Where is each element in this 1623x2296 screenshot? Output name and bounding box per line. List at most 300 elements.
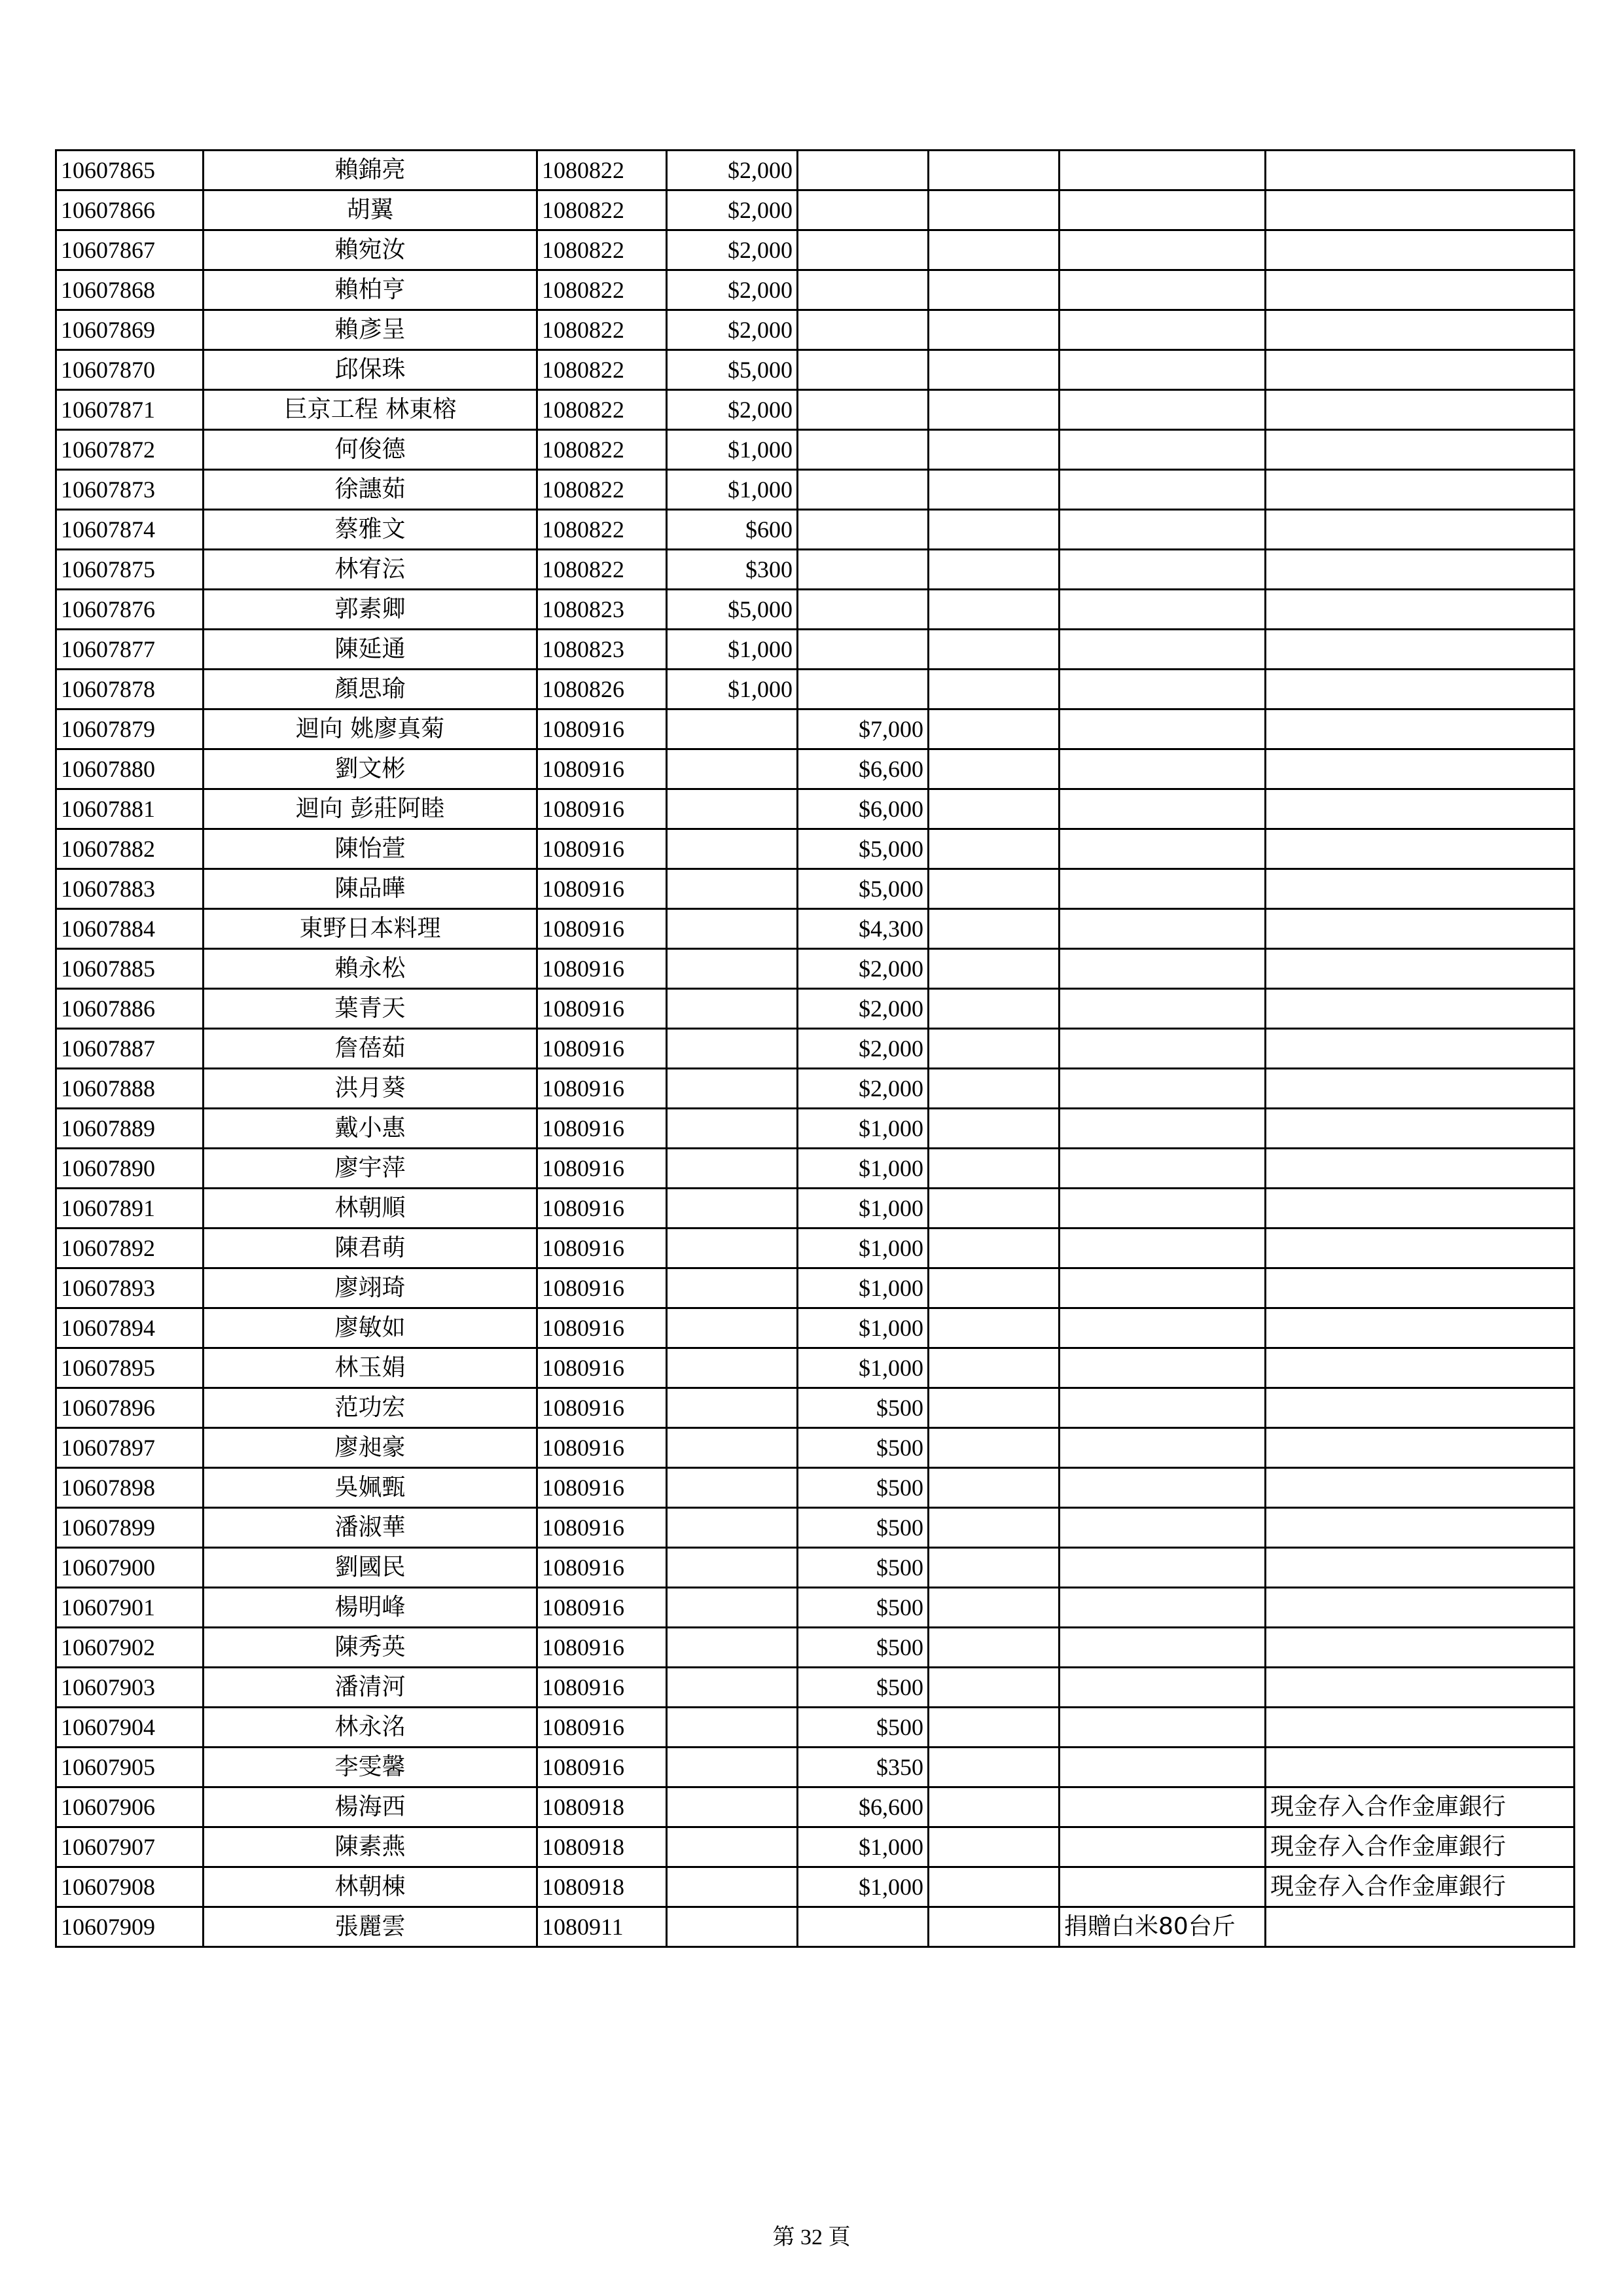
in-kind-item-cell	[1060, 1388, 1266, 1428]
receipt-number-cell: 10607904	[56, 1708, 204, 1748]
amount-cell: $500	[798, 1708, 929, 1748]
date-cell: 1080822	[537, 550, 667, 590]
donor-name-cell: 林宥沄	[204, 550, 537, 590]
amount-cell: $6,600	[798, 749, 929, 789]
in-kind-item-cell	[1060, 510, 1266, 550]
in-kind-item-cell	[1060, 1268, 1266, 1308]
empty-cell	[929, 1189, 1060, 1229]
remark-cell	[1266, 310, 1575, 350]
remark-cell	[1266, 1668, 1575, 1708]
empty-cell	[929, 1867, 1060, 1907]
receipt-number-cell: 10607900	[56, 1548, 204, 1588]
in-kind-item-cell	[1060, 590, 1266, 630]
donor-name-cell: 張麗雲	[204, 1907, 537, 1947]
empty-cell	[929, 1229, 1060, 1268]
empty-cell	[929, 869, 1060, 909]
remark-cell	[1266, 869, 1575, 909]
table-row	[56, 1787, 1575, 1827]
table-row	[56, 1229, 1575, 1268]
in-kind-item-cell	[1060, 630, 1266, 670]
receipt-number-cell: 10607876	[56, 590, 204, 630]
donor-name-cell: 李雯馨	[204, 1748, 537, 1787]
in-kind-item-cell	[1060, 270, 1266, 310]
amount-cell: $500	[798, 1428, 929, 1468]
date-cell: 1080916	[537, 1149, 667, 1189]
ledger-body	[56, 151, 1575, 1947]
remark-cell	[1266, 749, 1575, 789]
amount-cell: $5,000	[667, 350, 798, 390]
amount-cell	[667, 1907, 798, 1947]
date-cell: 1080916	[537, 1628, 667, 1668]
table-row	[56, 1348, 1575, 1388]
donor-name-cell: 巨京工程 林東榕	[204, 390, 537, 430]
empty-cell	[929, 470, 1060, 510]
amount-cell: $2,000	[667, 230, 798, 270]
receipt-number-cell: 10607895	[56, 1348, 204, 1388]
amount-cell: $1,000	[667, 430, 798, 470]
in-kind-item-cell	[1060, 1468, 1266, 1508]
receipt-number-cell: 10607890	[56, 1149, 204, 1189]
in-kind-item-cell	[1060, 829, 1266, 869]
donor-name-cell: 詹蓓茹	[204, 1029, 537, 1069]
table-row	[56, 350, 1575, 390]
donor-name-cell: 戴小惠	[204, 1109, 537, 1149]
amount-cell	[798, 510, 929, 550]
donor-name-cell: 郭素卿	[204, 590, 537, 630]
amount-cell: $500	[798, 1628, 929, 1668]
table-row	[56, 1588, 1575, 1628]
donor-name-cell: 廖宇萍	[204, 1149, 537, 1189]
date-cell: 1080826	[537, 670, 667, 709]
donor-name-cell: 洪月葵	[204, 1069, 537, 1109]
donor-name-cell: 廖敏如	[204, 1308, 537, 1348]
empty-cell	[929, 1029, 1060, 1069]
date-cell: 1080916	[537, 709, 667, 749]
table-row	[56, 470, 1575, 510]
amount-cell	[667, 1588, 798, 1628]
date-cell: 1080916	[537, 1109, 667, 1149]
empty-cell	[929, 829, 1060, 869]
receipt-number-cell: 10607874	[56, 510, 204, 550]
empty-cell	[929, 590, 1060, 630]
amount-cell	[667, 1508, 798, 1548]
receipt-number-cell: 10607909	[56, 1907, 204, 1947]
in-kind-item-cell	[1060, 151, 1266, 190]
date-cell: 1080916	[537, 829, 667, 869]
amount-cell: $2,000	[667, 151, 798, 190]
receipt-number-cell: 10607872	[56, 430, 204, 470]
receipt-number-cell: 10607894	[56, 1308, 204, 1348]
remark-cell	[1266, 470, 1575, 510]
in-kind-item-cell	[1060, 1748, 1266, 1787]
in-kind-item-cell	[1060, 709, 1266, 749]
date-cell: 1080822	[537, 430, 667, 470]
donor-name-cell: 潘清河	[204, 1668, 537, 1708]
donor-name-cell: 陳品曄	[204, 869, 537, 909]
table-row	[56, 1907, 1575, 1947]
remark-cell: 現金存入合作金庫銀行	[1266, 1827, 1575, 1867]
donor-name-cell: 陳君萌	[204, 1229, 537, 1268]
amount-cell: $2,000	[798, 1069, 929, 1109]
table-row	[56, 230, 1575, 270]
receipt-number-cell: 10607866	[56, 190, 204, 230]
receipt-number-cell: 10607867	[56, 230, 204, 270]
donor-name-cell: 賴柏亨	[204, 270, 537, 310]
in-kind-item-cell	[1060, 1588, 1266, 1628]
table-row	[56, 1668, 1575, 1708]
empty-cell	[929, 1787, 1060, 1827]
remark-cell	[1266, 1748, 1575, 1787]
amount-cell	[667, 1827, 798, 1867]
donor-name-cell: 劉國民	[204, 1548, 537, 1588]
in-kind-item-cell	[1060, 1308, 1266, 1348]
empty-cell	[929, 1149, 1060, 1189]
amount-cell: $5,000	[798, 869, 929, 909]
empty-cell	[929, 1708, 1060, 1748]
receipt-number-cell: 10607881	[56, 789, 204, 829]
empty-cell	[929, 670, 1060, 709]
receipt-number-cell: 10607885	[56, 949, 204, 989]
amount-cell: $350	[798, 1748, 929, 1787]
amount-cell	[667, 1029, 798, 1069]
donor-name-cell: 徐譓茹	[204, 470, 537, 510]
amount-cell: $6,000	[798, 789, 929, 829]
empty-cell	[929, 390, 1060, 430]
amount-cell: $2,000	[667, 390, 798, 430]
amount-cell	[798, 390, 929, 430]
remark-cell	[1266, 590, 1575, 630]
amount-cell: $1,000	[667, 470, 798, 510]
in-kind-item-cell	[1060, 1109, 1266, 1149]
date-cell: 1080916	[537, 1029, 667, 1069]
date-cell: 1080916	[537, 1069, 667, 1109]
amount-cell	[798, 190, 929, 230]
receipt-number-cell: 10607880	[56, 749, 204, 789]
amount-cell	[798, 550, 929, 590]
table-row	[56, 430, 1575, 470]
in-kind-item-cell	[1060, 550, 1266, 590]
amount-cell	[667, 789, 798, 829]
in-kind-item-cell	[1060, 1189, 1266, 1229]
date-cell: 1080916	[537, 1708, 667, 1748]
in-kind-item-cell	[1060, 1708, 1266, 1748]
date-cell: 1080916	[537, 1229, 667, 1268]
amount-cell	[798, 230, 929, 270]
table-row	[56, 630, 1575, 670]
amount-cell: $500	[798, 1468, 929, 1508]
amount-cell: $500	[798, 1668, 929, 1708]
empty-cell	[929, 1548, 1060, 1588]
date-cell: 1080916	[537, 1348, 667, 1388]
table-row	[56, 190, 1575, 230]
date-cell: 1080822	[537, 151, 667, 190]
empty-cell	[929, 909, 1060, 949]
in-kind-item-cell	[1060, 1668, 1266, 1708]
remark-cell	[1266, 1189, 1575, 1229]
table-row	[56, 1708, 1575, 1748]
receipt-number-cell: 10607865	[56, 151, 204, 190]
amount-cell	[798, 1907, 929, 1947]
empty-cell	[929, 1268, 1060, 1308]
remark-cell: 現金存入合作金庫銀行	[1266, 1867, 1575, 1907]
empty-cell	[929, 1508, 1060, 1548]
remark-cell	[1266, 550, 1575, 590]
empty-cell	[929, 1348, 1060, 1388]
donor-name-cell: 迴向 姚廖真菊	[204, 709, 537, 749]
table-row	[56, 1508, 1575, 1548]
remark-cell	[1266, 909, 1575, 949]
donor-name-cell: 陳怡萱	[204, 829, 537, 869]
table-row	[56, 390, 1575, 430]
donor-name-cell: 林玉娟	[204, 1348, 537, 1388]
in-kind-item-cell	[1060, 310, 1266, 350]
donor-name-cell: 陳素燕	[204, 1827, 537, 1867]
receipt-number-cell: 10607908	[56, 1867, 204, 1907]
table-row	[56, 749, 1575, 789]
amount-cell: $2,000	[798, 989, 929, 1029]
amount-cell	[667, 1069, 798, 1109]
date-cell: 1080916	[537, 1428, 667, 1468]
amount-cell: $1,000	[798, 1229, 929, 1268]
amount-cell: $6,600	[798, 1787, 929, 1827]
date-cell: 1080918	[537, 1827, 667, 1867]
in-kind-item-cell: 捐贈白米80台斤	[1060, 1907, 1266, 1947]
table-row	[56, 909, 1575, 949]
date-cell: 1080918	[537, 1787, 667, 1827]
date-cell: 1080822	[537, 350, 667, 390]
amount-cell	[667, 989, 798, 1029]
receipt-number-cell: 10607882	[56, 829, 204, 869]
donor-name-cell: 東野日本料理	[204, 909, 537, 949]
donor-name-cell: 吳姵甄	[204, 1468, 537, 1508]
amount-cell: $1,000	[798, 1348, 929, 1388]
empty-cell	[929, 1907, 1060, 1947]
table-row	[56, 1827, 1575, 1867]
amount-cell	[798, 670, 929, 709]
in-kind-item-cell	[1060, 670, 1266, 709]
amount-cell	[667, 869, 798, 909]
date-cell: 1080822	[537, 230, 667, 270]
amount-cell	[798, 310, 929, 350]
amount-cell	[667, 909, 798, 949]
table-row	[56, 1388, 1575, 1428]
date-cell: 1080916	[537, 749, 667, 789]
amount-cell	[798, 630, 929, 670]
donor-name-cell: 賴彥呈	[204, 310, 537, 350]
in-kind-item-cell	[1060, 430, 1266, 470]
donor-name-cell: 劉文彬	[204, 749, 537, 789]
in-kind-item-cell	[1060, 470, 1266, 510]
date-cell: 1080822	[537, 390, 667, 430]
amount-cell	[798, 590, 929, 630]
date-cell: 1080822	[537, 470, 667, 510]
table-row	[56, 1628, 1575, 1668]
table-row	[56, 151, 1575, 190]
empty-cell	[929, 1428, 1060, 1468]
amount-cell	[667, 1708, 798, 1748]
donor-name-cell: 邱保珠	[204, 350, 537, 390]
date-cell: 1080916	[537, 949, 667, 989]
date-cell: 1080918	[537, 1867, 667, 1907]
empty-cell	[929, 709, 1060, 749]
empty-cell	[929, 1748, 1060, 1787]
page-number: 第 32 頁	[772, 2225, 851, 2250]
empty-cell	[929, 230, 1060, 270]
amount-cell: $2,000	[798, 949, 929, 989]
remark-cell	[1266, 989, 1575, 1029]
receipt-number-cell: 10607877	[56, 630, 204, 670]
amount-cell: $7,000	[798, 709, 929, 749]
table-row	[56, 1468, 1575, 1508]
donor-name-cell: 楊海西	[204, 1787, 537, 1827]
remark-cell	[1266, 270, 1575, 310]
in-kind-item-cell	[1060, 749, 1266, 789]
table-row	[56, 1428, 1575, 1468]
amount-cell: $1,000	[798, 1189, 929, 1229]
table-row	[56, 1748, 1575, 1787]
amount-cell: $1,000	[667, 670, 798, 709]
receipt-number-cell: 10607883	[56, 869, 204, 909]
donor-name-cell: 廖翊琦	[204, 1268, 537, 1308]
remark-cell	[1266, 1468, 1575, 1508]
table-row	[56, 1268, 1575, 1308]
table-row	[56, 550, 1575, 590]
date-cell: 1080823	[537, 590, 667, 630]
table-row	[56, 1867, 1575, 1907]
amount-cell	[798, 470, 929, 510]
in-kind-item-cell	[1060, 230, 1266, 270]
donor-name-cell: 范功宏	[204, 1388, 537, 1428]
empty-cell	[929, 270, 1060, 310]
receipt-number-cell: 10607903	[56, 1668, 204, 1708]
receipt-number-cell: 10607892	[56, 1229, 204, 1268]
remark-cell	[1266, 1348, 1575, 1388]
receipt-number-cell: 10607871	[56, 390, 204, 430]
table-row	[56, 829, 1575, 869]
table-row	[56, 1308, 1575, 1348]
donor-name-cell: 胡翼	[204, 190, 537, 230]
donor-name-cell: 賴宛汝	[204, 230, 537, 270]
table-row	[56, 270, 1575, 310]
receipt-number-cell: 10607897	[56, 1428, 204, 1468]
amount-cell: $500	[798, 1388, 929, 1428]
date-cell: 1080916	[537, 1189, 667, 1229]
amount-cell	[667, 1229, 798, 1268]
amount-cell: $1,000	[798, 1827, 929, 1867]
remark-cell	[1266, 1388, 1575, 1428]
donor-name-cell: 迴向 彭莊阿睦	[204, 789, 537, 829]
donor-name-cell: 葉青天	[204, 989, 537, 1029]
remark-cell	[1266, 190, 1575, 230]
donor-name-cell: 林朝順	[204, 1189, 537, 1229]
date-cell: 1080822	[537, 270, 667, 310]
in-kind-item-cell	[1060, 1348, 1266, 1388]
in-kind-item-cell	[1060, 190, 1266, 230]
in-kind-item-cell	[1060, 1548, 1266, 1588]
amount-cell	[667, 949, 798, 989]
amount-cell	[667, 1628, 798, 1668]
in-kind-item-cell	[1060, 949, 1266, 989]
receipt-number-cell: 10607887	[56, 1029, 204, 1069]
remark-cell	[1266, 1109, 1575, 1149]
amount-cell: $1,000	[798, 1268, 929, 1308]
remark-cell	[1266, 1069, 1575, 1109]
in-kind-item-cell	[1060, 1827, 1266, 1867]
date-cell: 1080916	[537, 1468, 667, 1508]
donor-name-cell: 陳秀英	[204, 1628, 537, 1668]
empty-cell	[929, 630, 1060, 670]
amount-cell: $500	[798, 1548, 929, 1588]
receipt-number-cell: 10607905	[56, 1748, 204, 1787]
table-row	[56, 1149, 1575, 1189]
receipt-number-cell: 10607889	[56, 1109, 204, 1149]
in-kind-item-cell	[1060, 909, 1266, 949]
date-cell: 1080822	[537, 190, 667, 230]
empty-cell	[929, 1109, 1060, 1149]
table-row	[56, 590, 1575, 630]
amount-cell: $2,000	[667, 270, 798, 310]
receipt-number-cell: 10607873	[56, 470, 204, 510]
amount-cell	[667, 1149, 798, 1189]
table-row	[56, 510, 1575, 550]
date-cell: 1080916	[537, 909, 667, 949]
donor-name-cell: 廖昶豪	[204, 1428, 537, 1468]
empty-cell	[929, 1308, 1060, 1348]
table-row	[56, 1069, 1575, 1109]
table-row	[56, 789, 1575, 829]
amount-cell: $1,000	[798, 1308, 929, 1348]
empty-cell	[929, 1668, 1060, 1708]
amount-cell: $1,000	[667, 630, 798, 670]
empty-cell	[929, 1628, 1060, 1668]
receipt-number-cell: 10607896	[56, 1388, 204, 1428]
amount-cell	[667, 1668, 798, 1708]
receipt-number-cell: 10607902	[56, 1628, 204, 1668]
in-kind-item-cell	[1060, 390, 1266, 430]
date-cell: 1080916	[537, 989, 667, 1029]
amount-cell: $5,000	[798, 829, 929, 869]
amount-cell	[667, 1308, 798, 1348]
donation-ledger-table	[55, 149, 1575, 1948]
amount-cell	[667, 1748, 798, 1787]
amount-cell	[798, 270, 929, 310]
donor-name-cell: 陳延通	[204, 630, 537, 670]
receipt-number-cell: 10607901	[56, 1588, 204, 1628]
amount-cell	[667, 1548, 798, 1588]
donor-name-cell: 林永洺	[204, 1708, 537, 1748]
table-row	[56, 1189, 1575, 1229]
empty-cell	[929, 1588, 1060, 1628]
receipt-number-cell: 10607878	[56, 670, 204, 709]
date-cell: 1080916	[537, 1588, 667, 1628]
remark-cell	[1266, 1628, 1575, 1668]
remark-cell	[1266, 1308, 1575, 1348]
amount-cell: $600	[667, 510, 798, 550]
table-row	[56, 1109, 1575, 1149]
remark-cell	[1266, 1907, 1575, 1947]
amount-cell: $2,000	[667, 310, 798, 350]
receipt-number-cell: 10607906	[56, 1787, 204, 1827]
in-kind-item-cell	[1060, 1229, 1266, 1268]
amount-cell: $1,000	[798, 1149, 929, 1189]
donor-name-cell: 楊明峰	[204, 1588, 537, 1628]
empty-cell	[929, 1468, 1060, 1508]
donor-name-cell: 林朝棟	[204, 1867, 537, 1907]
remark-cell	[1266, 1508, 1575, 1548]
date-cell: 1080916	[537, 1308, 667, 1348]
table-row	[56, 709, 1575, 749]
amount-cell	[667, 829, 798, 869]
